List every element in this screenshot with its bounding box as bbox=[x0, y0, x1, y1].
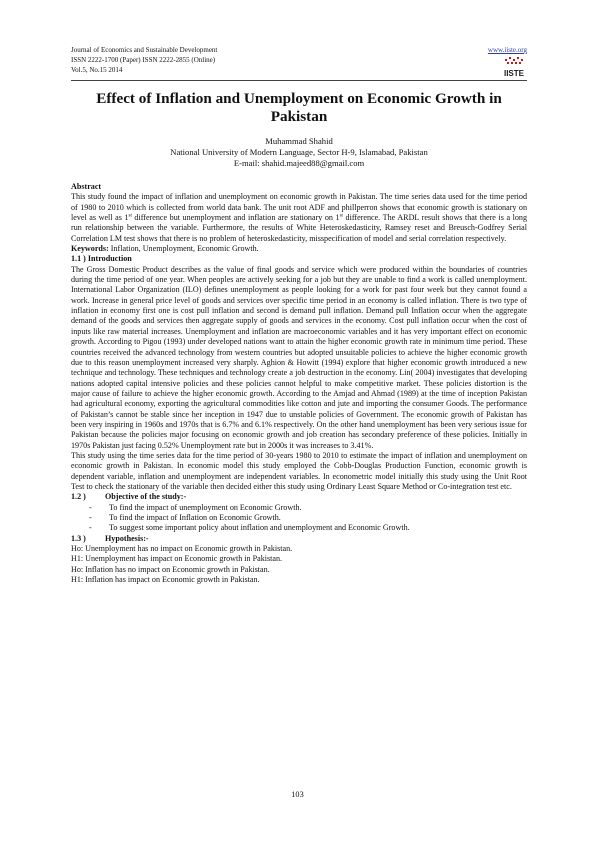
hypothesis-item: H1: Unemployment has impact on Economic growth in Pakistan. bbox=[71, 554, 283, 564]
paper-title: Effect of Inflation and Unemployment on Economic Growth in Pakistan bbox=[96, 90, 502, 125]
author-affiliation: National University of Modern Language, Sector H-9, Islamabad, Pakistan bbox=[170, 147, 428, 157]
journal-website-link[interactable]: www.iiste.org bbox=[487, 46, 527, 54]
volume-line: Vol.5, No.15 2014 bbox=[71, 66, 123, 74]
iiste-logo-icon bbox=[503, 56, 525, 80]
header-rule bbox=[71, 80, 527, 81]
list-item: - To find the impact of Inflation on Economic Growth. bbox=[89, 513, 281, 522]
author-email: E-mail: shahid.majeed88@gmail.com bbox=[233, 158, 365, 168]
keywords bbox=[71, 244, 527, 254]
introduction-paragraph-1: The Gross Domestic Product describes as the value of final goods and service which were produced within the boundaries of countries during the time period of one year. When peoples are actively seeking for a job but they are unable to find a work is called unemployment. International Labor Organization (ILO) defines unemployment as people looking for a work for past four week but they cannot found a work. Increase in general price level of goods and services over specific time period in an economy is called inflation. There is two type of inflation in economy first one is cost pull inflation and second is demand pull inflation. Demand pull Inflation occur when the aggregate demand of the goods and services then aggregate supply of goods and services in the economy. Cost pull inflation occur when the cost of inputs like raw material increases. Unemployment and inflation are macroeconomic variables and it has very important effect on economic growth. According to Pigou (1993) under developed nations want to attain the higher economic growth rate in minimum time period. These countries received the advanced technology from western countries but adopted unsuitable policies to achieve the higher economic growth due to this reason unemployment increased very sharply. Aghion & Howitt (1994) explore that higher economic growth introduced a new technique and technology. These techniques and technology create a job destruction in the economy. Lin( 2004) investigates that developing nations adopted capital intensive policies and these policies cannot helpful to make competitive market. These policies distortion is the major cause of failure to achieve the higher economic growth. According to the Amjad and Ahmad (1989) at the time of inception Pakistan had agricultural economy, exporting the agricultural commodities like cotton and jute and importing the consumer Goods. The performance of Pakistan’s cannot be stable since her inception in 1947 due to unstable policies of Government. The economic growth of Pakistan has been very inspiring in 1960s and 1970s that is 6.7% and 6.1% respectively. On the other hand unemployment has been very serious issue for Pakistan because the policies major focusing on economic growth and job creation has secondary preference of these policies. Initially in 1970s Pakistan just facing 0.52% Unemployment rate but in 2000s it was increases to 3.41%. bbox=[71, 264, 527, 450]
hypothesis-item: Ho: Unemployment has no impact on Economic growth in Pakistan. bbox=[71, 544, 293, 554]
objectives-list bbox=[71, 503, 527, 534]
introduction-heading: 1.1 ) Introduction bbox=[71, 254, 132, 264]
page-number: 103 bbox=[291, 790, 304, 799]
running-header bbox=[71, 45, 527, 78]
author-name: Muhammad Shahid bbox=[265, 136, 333, 146]
issn-line: ISSN 2222-1700 (Paper) ISSN 2222-2855 (Online) bbox=[71, 56, 216, 64]
abstract-text: This study found the impact of inflation and unemployment on economic growth in Pakistan. The time series data used for the time period of 1980 to 2010 which is collected from world data bank. The unit root ADF and phillperron shows that economic growth is stationary on level as well as 1st difference but unemployment and inflation are stationary on 1st difference. The ARDL result shows that there is a long run relationship between the variable. Furthermore, the results of White Heteroskedasticity, Ramsey reset and Breusch-Godfrey Serial Correlation LM test shows that there is no problem of heteroskedasticity, misspecification of model and serial correlation respectively. bbox=[71, 192, 527, 243]
journal-name: Journal of Economics and Sustainable Development bbox=[71, 46, 218, 54]
keywords-text: Inflation, Unemployment, Economic Growth. bbox=[108, 244, 259, 254]
abstract-heading: Abstract bbox=[71, 182, 102, 191]
hypothesis-item: Ho: Inflation has no impact on Economic growth in Pakistan. bbox=[71, 564, 270, 574]
logo-text: IISTE bbox=[503, 69, 525, 78]
hypothesis-heading: 1.3 ) Hypothesis:- bbox=[71, 533, 149, 543]
objectives-heading: 1.2 ) Objective of the study:- bbox=[71, 492, 187, 502]
list-item: - To suggest some important policy about inflation and unemployment and Economic Growth. bbox=[89, 523, 410, 533]
introduction-paragraph-2: This study using the time series data for the time period of 30-years 1980 to 2010 to estimate the impact of inflation and unemployment on economic growth in Pakistan. In economic model this study employed the Cobb-Douglas Production Function, economic growth is dependent variable, inflation and unemployment are independent variables. In econometric model initially this study using the Unit Root Test to check the stationary of the variable then decided either this study using Ordinary Least Square Method or Co-integration test etc. bbox=[71, 450, 527, 491]
list-item: - To find the impact of unemployment on Economic Growth. bbox=[89, 502, 302, 512]
paper-body bbox=[71, 182, 527, 585]
keywords-label: Keywords: bbox=[71, 244, 109, 254]
hypothesis-item: H1: Inflation has impact on Economic growth in Pakistan. bbox=[71, 575, 260, 585]
author-block bbox=[71, 136, 527, 169]
